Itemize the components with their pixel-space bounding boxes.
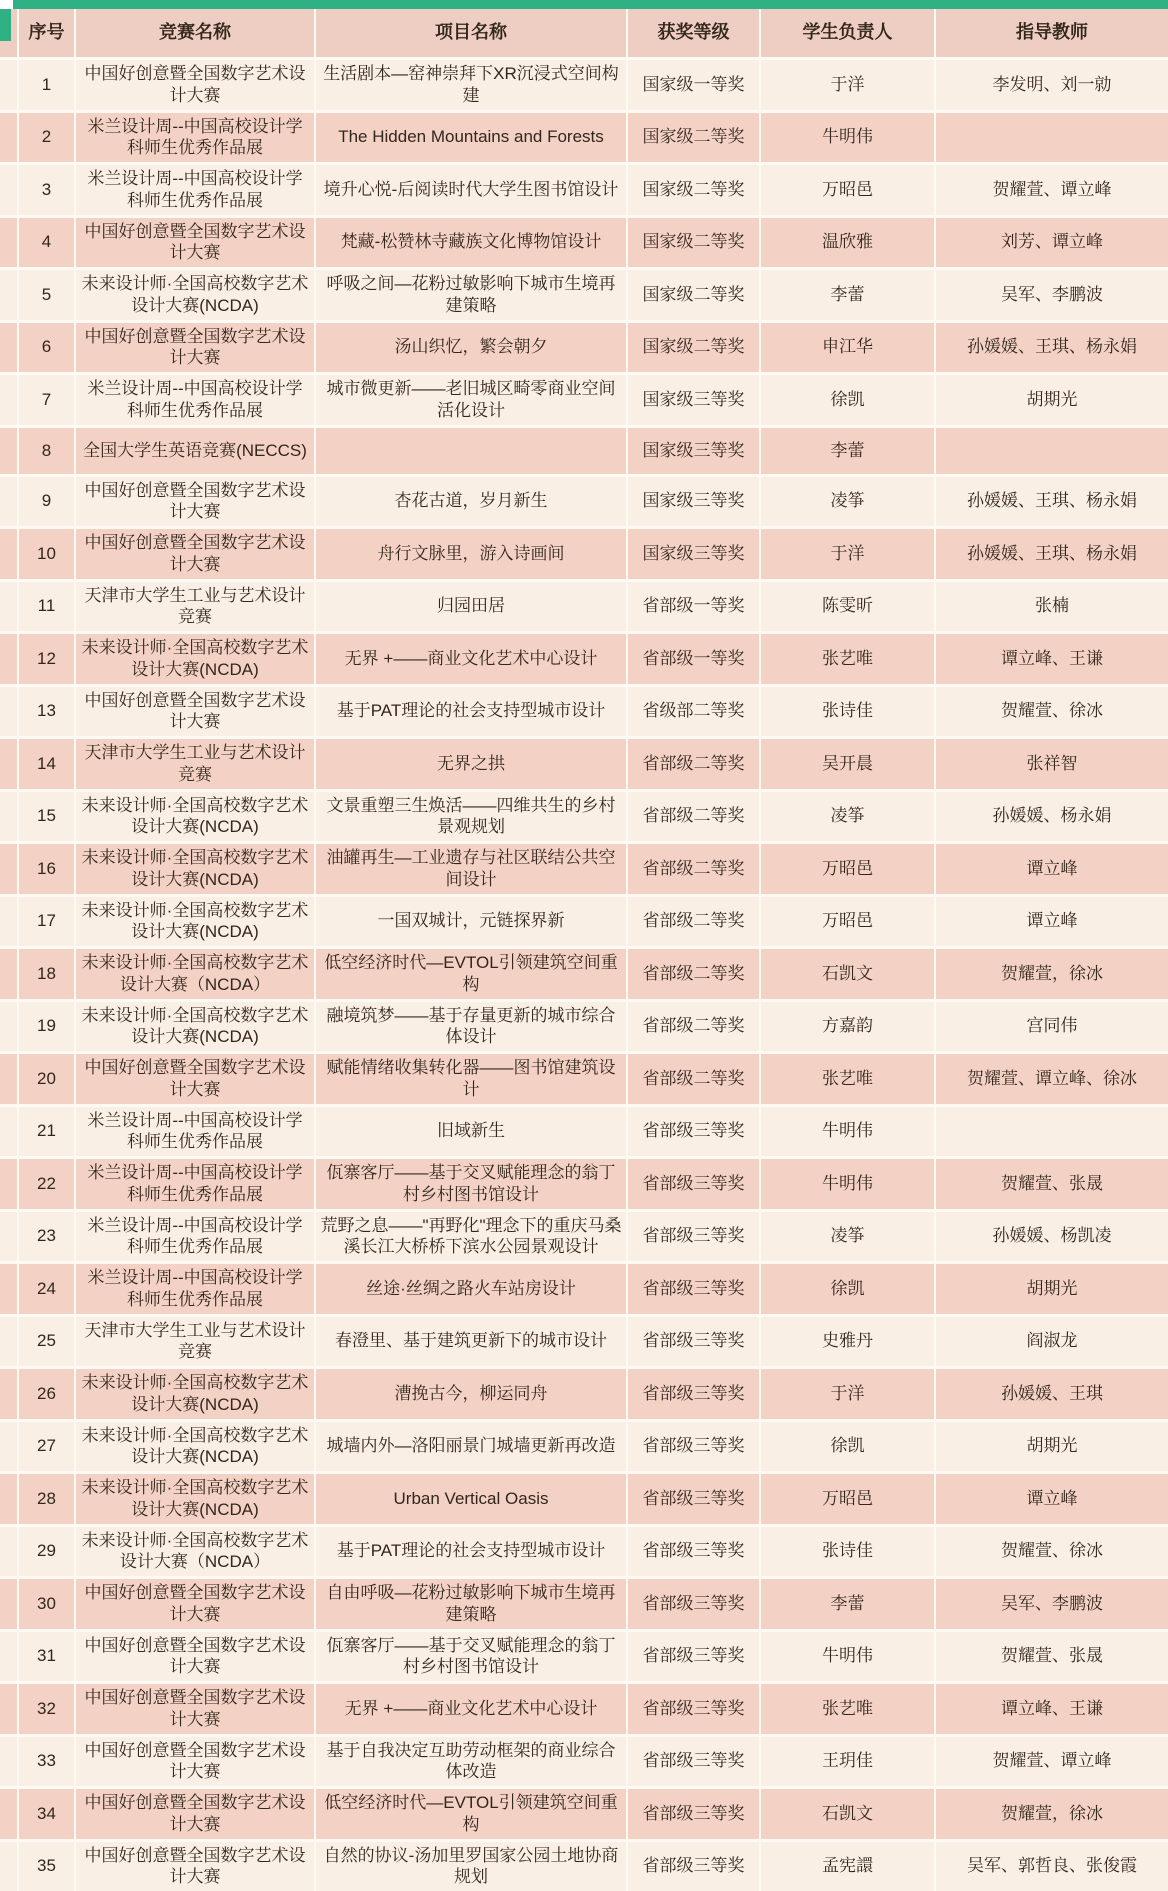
row-gutter: [0, 1578, 18, 1631]
competition-name-cell: 米兰设计周--中国高校设计学科师生优秀作品展: [75, 1158, 315, 1211]
row-gutter: [0, 426, 18, 475]
row-gutter: [0, 528, 18, 581]
student-leader-cell: 凌筝: [760, 475, 935, 528]
table-row: [0, 1368, 1168, 1421]
award-level-cell: 国家级三等奖: [627, 528, 760, 581]
competition-name-cell: 米兰设计周--中国高校设计学科师生优秀作品展: [75, 164, 315, 217]
competition-name-cell: 米兰设计周--中国高校设计学科师生优秀作品展: [75, 111, 315, 164]
award-level-cell: 省部级三等奖: [627, 1263, 760, 1316]
competition-name-cell: 天津市大学生工业与艺术设计竞赛: [75, 580, 315, 633]
row-index-cell: 30: [18, 1578, 75, 1631]
award-level-cell: 省部级二等奖: [627, 738, 760, 791]
project-name-cell: 丝途·丝绸之路火车站房设计: [315, 1263, 627, 1316]
row-gutter: [0, 164, 18, 217]
award-level-cell: 国家级三等奖: [627, 426, 760, 475]
project-name-cell: [315, 426, 627, 475]
advisor-cell: 贺耀萱、徐冰: [935, 685, 1168, 738]
competition-name-cell: 全国大学生英语竞赛(NECCS): [75, 426, 315, 475]
award-level-cell: 省部级三等奖: [627, 1525, 760, 1578]
advisor-cell: 谭立峰: [935, 1473, 1168, 1526]
competition-name-cell: 天津市大学生工业与艺术设计竞赛: [75, 738, 315, 791]
student-leader-cell: 张艺唯: [760, 1053, 935, 1106]
row-gutter: [0, 1368, 18, 1421]
award-level-cell: 省级部二等奖: [627, 685, 760, 738]
project-name-cell: 低空经济时代—EVTOL引领建筑空间重构: [315, 1788, 627, 1841]
table-row: [0, 164, 1168, 217]
table-row: [0, 216, 1168, 269]
advisor-cell: 贺耀萱、张晟: [935, 1630, 1168, 1683]
table-row: [0, 1735, 1168, 1788]
student-leader-cell: 牛明伟: [760, 1630, 935, 1683]
table-row: [0, 1683, 1168, 1736]
competition-name-cell: 未来设计师·全国高校数字艺术设计大赛(NCDA): [75, 1368, 315, 1421]
table-row: [0, 1788, 1168, 1841]
table-row: [0, 790, 1168, 843]
table-row: [0, 1473, 1168, 1526]
advisor-cell: 宫同伟: [935, 1000, 1168, 1053]
row-gutter: [0, 843, 18, 896]
row-gutter: [0, 1735, 18, 1788]
row-index-cell: 18: [18, 948, 75, 1001]
project-name-cell: 旧域新生: [315, 1105, 627, 1158]
competition-name-cell: 米兰设计周--中国高校设计学科师生优秀作品展: [75, 1210, 315, 1263]
project-name-cell: 文景重塑三生焕活——四维共生的乡村景观规划: [315, 790, 627, 843]
student-leader-cell: 于洋: [760, 528, 935, 581]
row-gutter: [0, 269, 18, 322]
award-level-cell: 省部级二等奖: [627, 948, 760, 1001]
award-level-cell: 省部级三等奖: [627, 1315, 760, 1368]
row-gutter: [0, 685, 18, 738]
table-row: [0, 633, 1168, 686]
competition-name-cell: 米兰设计周--中国高校设计学科师生优秀作品展: [75, 374, 315, 427]
award-level-cell: 省部级三等奖: [627, 1368, 760, 1421]
competition-name-cell: 中国好创意暨全国数字艺术设计大赛: [75, 1788, 315, 1841]
project-name-cell: 呼吸之间—花粉过敏影响下城市生境再建策略: [315, 269, 627, 322]
table-row: [0, 580, 1168, 633]
student-leader-cell: 吴开晨: [760, 738, 935, 791]
award-level-cell: 省部级三等奖: [627, 1420, 760, 1473]
row-index-cell: 14: [18, 738, 75, 791]
student-leader-cell: 石凯文: [760, 948, 935, 1001]
table-row: [0, 1840, 1168, 1891]
advisor-cell: 孙媛媛、杨永娟: [935, 790, 1168, 843]
table-row: [0, 1053, 1168, 1106]
student-leader-cell: 史雅丹: [760, 1315, 935, 1368]
competition-name-cell: 未来设计师·全国高校数字艺术设计大赛(NCDA): [75, 1473, 315, 1526]
table-row: [0, 374, 1168, 427]
award-level-cell: 国家级二等奖: [627, 164, 760, 217]
advisor-cell: 李发明、刘一勍: [935, 59, 1168, 112]
row-gutter: [0, 1158, 18, 1211]
award-level-cell: 省部级三等奖: [627, 1578, 760, 1631]
advisor-cell: 贺耀萱、谭立峰: [935, 164, 1168, 217]
project-name-cell: 漕挽古今，柳运同舟: [315, 1368, 627, 1421]
competition-name-cell: 中国好创意暨全国数字艺术设计大赛: [75, 1683, 315, 1736]
student-leader-cell: 万昭邑: [760, 895, 935, 948]
advisor-cell: 刘芳、谭立峰: [935, 216, 1168, 269]
project-name-cell: 自由呼吸—花粉过敏影响下城市生境再建策略: [315, 1578, 627, 1631]
row-gutter: [0, 1840, 18, 1891]
award-level-cell: 省部级二等奖: [627, 895, 760, 948]
project-name-cell: 佤寨客厅——基于交叉赋能理念的翁丁村乡村图书馆设计: [315, 1158, 627, 1211]
competition-name-cell: 中国好创意暨全国数字艺术设计大赛: [75, 685, 315, 738]
project-name-cell: 杏花古道，岁月新生: [315, 475, 627, 528]
advisor-cell: 贺耀萱、徐冰: [935, 1525, 1168, 1578]
student-leader-cell: 万昭邑: [760, 843, 935, 896]
row-gutter: [0, 738, 18, 791]
student-leader-cell: 张艺唯: [760, 633, 935, 686]
award-level-cell: 省部级三等奖: [627, 1630, 760, 1683]
row-index-cell: 15: [18, 790, 75, 843]
row-gutter: [0, 1630, 18, 1683]
project-name-cell: 无界之拱: [315, 738, 627, 791]
student-leader-cell: 李蕾: [760, 269, 935, 322]
project-name-cell: 境升心悦-后阅读时代大学生图书馆设计: [315, 164, 627, 217]
student-leader-cell: 王玥佳: [760, 1735, 935, 1788]
advisor-cell: 孙媛媛、王琪、杨永娟: [935, 528, 1168, 581]
row-index-cell: 20: [18, 1053, 75, 1106]
project-name-cell: 无界 +——商业文化艺术中心设计: [315, 633, 627, 686]
competition-name-cell: 未来设计师·全国高校数字艺术设计大赛(NCDA): [75, 843, 315, 896]
competition-name-cell: 未来设计师·全国高校数字艺术设计大赛(NCDA): [75, 269, 315, 322]
advisor-cell: 谭立峰、王谦: [935, 633, 1168, 686]
row-gutter: [0, 580, 18, 633]
row-index-cell: 29: [18, 1525, 75, 1578]
advisor-cell: 张楠: [935, 580, 1168, 633]
student-leader-cell: 徐凯: [760, 374, 935, 427]
award-level-cell: 省部级三等奖: [627, 1735, 760, 1788]
col-header-no: 序号: [18, 9, 75, 59]
row-index-cell: 11: [18, 580, 75, 633]
competition-name-cell: 中国好创意暨全国数字艺术设计大赛: [75, 1578, 315, 1631]
advisor-cell: 吴军、李鹏波: [935, 1578, 1168, 1631]
top-left-white-notch: [0, 0, 13, 9]
student-leader-cell: 张诗佳: [760, 685, 935, 738]
row-index-cell: 33: [18, 1735, 75, 1788]
row-index-cell: 5: [18, 269, 75, 322]
project-name-cell: 融境筑梦——基于存量更新的城市综合体设计: [315, 1000, 627, 1053]
row-gutter: [0, 1263, 18, 1316]
row-gutter: [0, 948, 18, 1001]
competition-name-cell: 中国好创意暨全国数字艺术设计大赛: [75, 1840, 315, 1891]
competition-name-cell: 中国好创意暨全国数字艺术设计大赛: [75, 475, 315, 528]
row-gutter: [0, 1105, 18, 1158]
row-gutter: [0, 790, 18, 843]
left-edge-green-tab: [0, 9, 11, 41]
row-index-cell: 34: [18, 1788, 75, 1841]
project-name-cell: 无界 +——商业文化艺术中心设计: [315, 1683, 627, 1736]
table-row: [0, 1000, 1168, 1053]
award-level-cell: 省部级三等奖: [627, 1105, 760, 1158]
row-index-cell: 28: [18, 1473, 75, 1526]
row-gutter: [0, 1315, 18, 1368]
advisor-cell: 孙媛媛、王琪、杨永娟: [935, 321, 1168, 374]
student-leader-cell: 牛明伟: [760, 1158, 935, 1211]
award-level-cell: 省部级二等奖: [627, 843, 760, 896]
advisor-cell: 谭立峰、王谦: [935, 1683, 1168, 1736]
advisor-cell: 孙媛媛、杨凯凌: [935, 1210, 1168, 1263]
row-index-cell: 32: [18, 1683, 75, 1736]
row-index-cell: 4: [18, 216, 75, 269]
advisor-cell: 胡期光: [935, 374, 1168, 427]
competition-name-cell: 中国好创意暨全国数字艺术设计大赛: [75, 1053, 315, 1106]
row-index-cell: 21: [18, 1105, 75, 1158]
student-leader-cell: 方嘉韵: [760, 1000, 935, 1053]
advisor-cell: 吴军、李鹏波: [935, 269, 1168, 322]
project-name-cell: 基于PAT理论的社会支持型城市设计: [315, 685, 627, 738]
row-index-cell: 24: [18, 1263, 75, 1316]
table-row: [0, 1263, 1168, 1316]
table-row: [0, 1210, 1168, 1263]
header-row: [0, 9, 1168, 59]
row-index-cell: 27: [18, 1420, 75, 1473]
row-gutter: [0, 1053, 18, 1106]
row-index-cell: 3: [18, 164, 75, 217]
competition-name-cell: 中国好创意暨全国数字艺术设计大赛: [75, 59, 315, 112]
row-gutter: [0, 321, 18, 374]
advisor-cell: 贺耀萱、张晟: [935, 1158, 1168, 1211]
project-name-cell: 佤寨客厅——基于交叉赋能理念的翁丁村乡村图书馆设计: [315, 1630, 627, 1683]
student-leader-cell: 李蕾: [760, 426, 935, 475]
row-index-cell: 22: [18, 1158, 75, 1211]
student-leader-cell: 石凯文: [760, 1788, 935, 1841]
table-row: [0, 1315, 1168, 1368]
competition-name-cell: 中国好创意暨全国数字艺术设计大赛: [75, 216, 315, 269]
project-name-cell: 自然的协议-汤加里罗国家公园土地协商规划: [315, 1840, 627, 1891]
row-gutter: [0, 374, 18, 427]
competition-name-cell: 中国好创意暨全国数字艺术设计大赛: [75, 528, 315, 581]
competition-name-cell: 未来设计师·全国高校数字艺术设计大赛(NCDA): [75, 633, 315, 686]
award-level-cell: 省部级二等奖: [627, 1000, 760, 1053]
student-leader-cell: 张艺唯: [760, 1683, 935, 1736]
table-row: [0, 269, 1168, 322]
advisor-cell: 胡期光: [935, 1420, 1168, 1473]
award-level-cell: 国家级三等奖: [627, 374, 760, 427]
table-row: [0, 895, 1168, 948]
competition-name-cell: 未来设计师·全国高校数字艺术设计大赛(NCDA): [75, 895, 315, 948]
row-gutter: [0, 1788, 18, 1841]
table-row: [0, 1105, 1168, 1158]
row-index-cell: 31: [18, 1630, 75, 1683]
row-gutter: [0, 895, 18, 948]
project-name-cell: The Hidden Mountains and Forests: [315, 111, 627, 164]
award-level-cell: 省部级三等奖: [627, 1473, 760, 1526]
row-index-cell: 2: [18, 111, 75, 164]
project-name-cell: 城市微更新——老旧城区畸零商业空间活化设计: [315, 374, 627, 427]
project-name-cell: 一国双城计，元链探界新: [315, 895, 627, 948]
competition-name-cell: 未来设计师·全国高校数字艺术设计大赛（NCDA）: [75, 948, 315, 1001]
row-gutter: [0, 59, 18, 112]
row-index-cell: 25: [18, 1315, 75, 1368]
project-name-cell: 汤山织忆，繁会朝夕: [315, 321, 627, 374]
table-row: [0, 685, 1168, 738]
project-name-cell: 赋能情绪收集转化器——图书馆建筑设计: [315, 1053, 627, 1106]
student-leader-cell: 李蕾: [760, 1578, 935, 1631]
award-level-cell: 省部级一等奖: [627, 633, 760, 686]
student-leader-cell: 牛明伟: [760, 1105, 935, 1158]
table-row: [0, 738, 1168, 791]
student-leader-cell: 万昭邑: [760, 1473, 935, 1526]
col-header-project: 项目名称: [315, 9, 627, 59]
advisor-cell: 孙媛媛、王琪: [935, 1368, 1168, 1421]
row-gutter: [0, 1683, 18, 1736]
student-leader-cell: 徐凯: [760, 1263, 935, 1316]
row-index-cell: 7: [18, 374, 75, 427]
row-gutter: [0, 111, 18, 164]
advisor-cell: 贺耀萱、谭立峰、徐冰: [935, 1053, 1168, 1106]
award-level-cell: 国家级一等奖: [627, 59, 760, 112]
row-gutter: [0, 633, 18, 686]
table-row: [0, 426, 1168, 475]
advisor-cell: 阎淑龙: [935, 1315, 1168, 1368]
table-row: [0, 111, 1168, 164]
table-row: [0, 1420, 1168, 1473]
row-index-cell: 12: [18, 633, 75, 686]
project-name-cell: 春澄里、基于建筑更新下的城市设计: [315, 1315, 627, 1368]
competition-name-cell: 未来设计师·全国高校数字艺术设计大赛(NCDA): [75, 790, 315, 843]
student-leader-cell: 凌筝: [760, 1210, 935, 1263]
advisor-cell: 谭立峰: [935, 843, 1168, 896]
competition-name-cell: 天津市大学生工业与艺术设计竞赛: [75, 1315, 315, 1368]
table-row: [0, 948, 1168, 1001]
student-leader-cell: 张诗佳: [760, 1525, 935, 1578]
student-leader-cell: 申江华: [760, 321, 935, 374]
student-leader-cell: 于洋: [760, 59, 935, 112]
competition-name-cell: 中国好创意暨全国数字艺术设计大赛: [75, 1630, 315, 1683]
row-index-cell: 8: [18, 426, 75, 475]
project-name-cell: 基于PAT理论的社会支持型城市设计: [315, 1525, 627, 1578]
advisor-cell: [935, 111, 1168, 164]
award-level-cell: 国家级三等奖: [627, 475, 760, 528]
advisor-cell: 吴军、郭哲良、张俊霞: [935, 1840, 1168, 1891]
top-green-bar: [0, 0, 1168, 9]
row-index-cell: 9: [18, 475, 75, 528]
award-level-cell: 省部级三等奖: [627, 1683, 760, 1736]
table-row: [0, 528, 1168, 581]
row-index-cell: 26: [18, 1368, 75, 1421]
table-row: [0, 59, 1168, 112]
row-index-cell: 23: [18, 1210, 75, 1263]
advisor-cell: 贺耀萱、谭立峰: [935, 1735, 1168, 1788]
project-name-cell: 基于自我决定互助劳动框架的商业综合体改造: [315, 1735, 627, 1788]
row-index-cell: 10: [18, 528, 75, 581]
row-gutter: [0, 1000, 18, 1053]
row-gutter: [0, 216, 18, 269]
project-name-cell: 归园田居: [315, 580, 627, 633]
award-level-cell: 省部级三等奖: [627, 1210, 760, 1263]
col-header-advisor: 指导教师: [935, 9, 1168, 59]
col-header-competition: 竞赛名称: [75, 9, 315, 59]
project-name-cell: 低空经济时代—EVTOL引领建筑空间重构: [315, 948, 627, 1001]
student-leader-cell: 陈雯昕: [760, 580, 935, 633]
advisor-cell: 贺耀萱，徐冰: [935, 1788, 1168, 1841]
project-name-cell: 城墙内外—洛阳丽景门城墙更新再改造: [315, 1420, 627, 1473]
project-name-cell: 生活剧本—窑神崇拜下XR沉浸式空间构建: [315, 59, 627, 112]
col-header-student: 学生负责人: [760, 9, 935, 59]
student-leader-cell: 凌筝: [760, 790, 935, 843]
col-header-award: 获奖等级: [627, 9, 760, 59]
project-name-cell: Urban Vertical Oasis: [315, 1473, 627, 1526]
advisor-cell: 贺耀萱，徐冰: [935, 948, 1168, 1001]
project-name-cell: 荒野之息——"再野化"理念下的重庆马桑溪长江大桥桥下滨水公园景观设计: [315, 1210, 627, 1263]
competition-name-cell: 未来设计师·全国高校数字艺术设计大赛(NCDA): [75, 1000, 315, 1053]
row-gutter: [0, 1473, 18, 1526]
table-row: [0, 1525, 1168, 1578]
competition-name-cell: 未来设计师·全国高校数字艺术设计大赛(NCDA): [75, 1420, 315, 1473]
award-level-cell: 国家级二等奖: [627, 216, 760, 269]
table-row: [0, 321, 1168, 374]
row-index-cell: 13: [18, 685, 75, 738]
award-level-cell: 省部级三等奖: [627, 1840, 760, 1891]
row-index-cell: 1: [18, 59, 75, 112]
student-leader-cell: 徐凯: [760, 1420, 935, 1473]
row-index-cell: 16: [18, 843, 75, 896]
table-row: [0, 1158, 1168, 1211]
row-gutter: [0, 1210, 18, 1263]
project-name-cell: 梵藏-松赞林寺藏族文化博物馆设计: [315, 216, 627, 269]
award-level-cell: 省部级三等奖: [627, 1788, 760, 1841]
table-row: [0, 475, 1168, 528]
award-level-cell: 省部级二等奖: [627, 1053, 760, 1106]
award-level-cell: 国家级二等奖: [627, 269, 760, 322]
table-row: [0, 843, 1168, 896]
advisor-cell: [935, 1105, 1168, 1158]
advisor-cell: [935, 426, 1168, 475]
advisor-cell: 孙媛媛、王琪、杨永娟: [935, 475, 1168, 528]
award-level-cell: 省部级三等奖: [627, 1158, 760, 1211]
project-name-cell: 油罐再生—工业遗存与社区联结公共空间设计: [315, 843, 627, 896]
awards-table: [0, 9, 1168, 1891]
table-row: [0, 1578, 1168, 1631]
student-leader-cell: 牛明伟: [760, 111, 935, 164]
advisor-cell: 谭立峰: [935, 895, 1168, 948]
row-index-cell: 17: [18, 895, 75, 948]
competition-name-cell: 中国好创意暨全国数字艺术设计大赛: [75, 321, 315, 374]
row-index-cell: 35: [18, 1840, 75, 1891]
competition-name-cell: 中国好创意暨全国数字艺术设计大赛: [75, 1735, 315, 1788]
competition-name-cell: 米兰设计周--中国高校设计学科师生优秀作品展: [75, 1105, 315, 1158]
advisor-cell: 胡期光: [935, 1263, 1168, 1316]
student-leader-cell: 孟宪譞: [760, 1840, 935, 1891]
row-index-cell: 6: [18, 321, 75, 374]
competition-name-cell: 米兰设计周--中国高校设计学科师生优秀作品展: [75, 1263, 315, 1316]
competition-name-cell: 未来设计师·全国高校数字艺术设计大赛（NCDA）: [75, 1525, 315, 1578]
award-level-cell: 国家级二等奖: [627, 111, 760, 164]
advisor-cell: 张祥智: [935, 738, 1168, 791]
row-gutter: [0, 1525, 18, 1578]
project-name-cell: 舟行文脉里，游入诗画间: [315, 528, 627, 581]
row-index-cell: 19: [18, 1000, 75, 1053]
student-leader-cell: 温欣雅: [760, 216, 935, 269]
row-gutter: [0, 1420, 18, 1473]
student-leader-cell: 于洋: [760, 1368, 935, 1421]
award-level-cell: 国家级二等奖: [627, 321, 760, 374]
award-level-cell: 省部级二等奖: [627, 790, 760, 843]
row-gutter: [0, 475, 18, 528]
table-row: [0, 1630, 1168, 1683]
award-level-cell: 省部级一等奖: [627, 580, 760, 633]
student-leader-cell: 万昭邑: [760, 164, 935, 217]
